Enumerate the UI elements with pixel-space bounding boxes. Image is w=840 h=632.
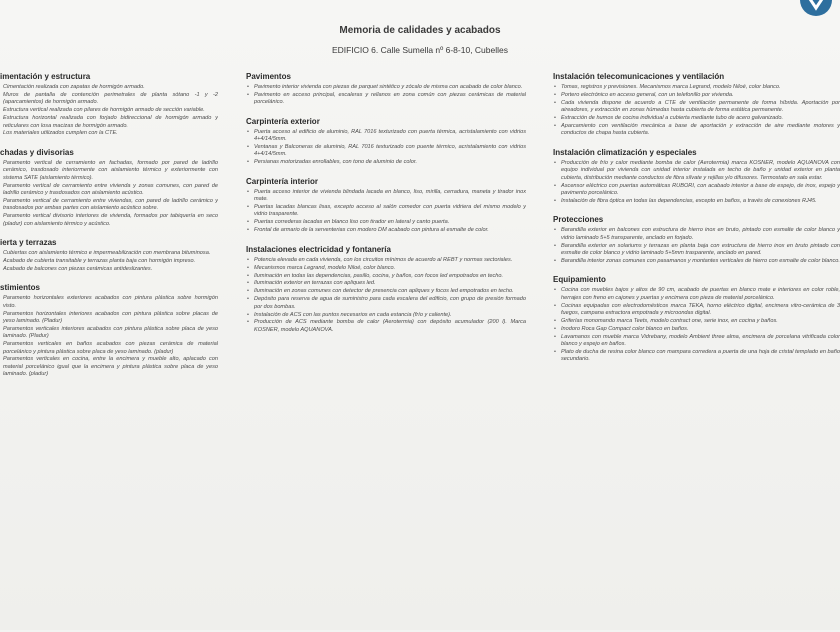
spec-list-item: Acabado de cubierta transitable y terrazas planta baja con hormigón impreso. [3, 257, 196, 264]
spec-section [553, 148, 840, 205]
spec-section [246, 177, 526, 235]
spec-list [0, 250, 218, 273]
spec-list-item: • Tomas, registros y previsiones. Mecanismos marca Legrand, modelo Niloé, color blanco. [553, 84, 840, 91]
spec-section [553, 275, 840, 364]
section-heading: Instalaciones electricidad y fontanería [246, 244, 391, 254]
spec-section [553, 215, 840, 265]
company-logo-icon [794, 0, 834, 20]
spec-list-item: • Cocina con muebles bajos y altos de 90 cm, acabado de puertas en blanco mate e interiores en color roble, herrajes con freno en cajones y puertas y encimera con pieza de material porcelánico. [553, 287, 840, 302]
spec-list [553, 227, 840, 265]
section-heading: Instalación climatización y especiales [553, 147, 697, 157]
section-heading: Carpintería exterior [246, 116, 320, 126]
spec-list-item: Paramentos verticales interiores acabados con pintura plástica sobre placa de yeso laminado. (Pladur) [3, 325, 218, 340]
spec-section [246, 117, 526, 167]
spec-list [0, 295, 218, 378]
spec-list-item: • Iluminación en todas las dependencias, pasillo, cocina, y baños, con focos led empotrados en techo. [246, 273, 526, 280]
section-heading: ierta y terrazas [0, 238, 57, 247]
spec-list-item: Paramentos verticales en cocina, entre la encimera y mueble alto, aplacado con material porcelánico igual que la encimera y pintura plástica sobre placa de yeso laminado. (pladur) [3, 356, 218, 378]
spec-list [246, 84, 526, 107]
spec-list-item: Acabado de balcones con piezas cerámicas antideslizantes. [3, 265, 153, 272]
spec-list-item: • Griferías monomando marca Teets, modelo contract one, serie inox, en cocina y baños. [553, 318, 840, 325]
spec-list-item: • Barandilla exterior en solariums y terrazas en planta baja con estructura de hierro inox en bruto pintado con esmalte de color blanco y vidrio laminado 5+5mm trasparente, anclado en pared. [553, 243, 840, 258]
spec-list-item: • Aparcamiento con ventilación mecánica a base de aportación y extracción de aire mediante motores y conductos de chapa hasta cubierta. [553, 123, 840, 138]
spec-list-item: • Cocinas equipadas con electrodomésticos marca TEKA, horno eléctrico digital, encimera vitro-cerámica de 3 fuegos, campana extractora empotrada y microondas digital. [553, 303, 840, 318]
spec-list-item: • Depósito para reserva de agua de suministro para cada escalera del edificio, con grupo de presión formado por dos bombas. [246, 296, 526, 311]
column-left [0, 72, 218, 632]
spec-list [246, 257, 526, 335]
spec-list-item: • Frontal de armario de la serventerias con modero DM acabado con pintura al esmalte de color. [246, 227, 526, 234]
spec-list [553, 160, 840, 205]
spec-list [0, 160, 218, 228]
spec-list-item: • Extracción de humos de cocina individual a cubierta mediante tubo de acero galvanizado. [553, 115, 840, 122]
page-subtitle: EDIFICIO 6. Calle Sumella nº 6-8-10, Cubelles [331, 45, 508, 55]
spec-list-item: • Potencia elevada en cada vivienda, con los circuitos mínimos de acuerdo al REBT y normas sectoriales. [246, 257, 526, 264]
spec-section [0, 72, 218, 138]
spec-list-item: Paramento horizontales exteriores acabados con pintura plástica sobre hormigón visto. [3, 295, 218, 309]
spec-list-item: • Instalación de fibra óptica en todas las dependencias, excepto en baños, a través de conexiones RJ45. [553, 198, 840, 205]
spec-list-item: Paramento vertical divisorio interiores de vivienda, formados por tabiquería en seco (pladur) con aislamiento térmico y acústico. [3, 213, 218, 227]
spec-list-item: • Puerta acceso al edificio de aluminio, RAL 7016 texturizado con puerta térmica, acristalamiento con vidrios 4+4/14/5mm. [246, 129, 526, 144]
section-heading: Pavimentos [246, 72, 291, 81]
spec-list-item: • Pavimento interior vivienda con piezas de parquet sintético y zócalo de misma con acabado de color blanco. [246, 84, 526, 91]
spec-list-item: • Iluminación en zonas comunes con detector de presencia con apliques y focos led empotrados en techo. [246, 288, 526, 295]
spec-list-item: • Producción de ACS mediante bomba de calor (Aerotermia) con depósito acumulador (200 l). Marca KOSNER, modelo AQUANOVA. [246, 319, 526, 334]
spec-list-item: Paramentos verticales en baños acabados con piezas cerámica de material porcelánico y pintura plástica sobre placa de yeso laminado. (pladur) [3, 341, 218, 355]
spec-list [246, 129, 526, 167]
spec-list-item: • Barandilla interior zonas comunes con pasamanos y montantes verticales de hierro con esmalte de color blanco. [553, 258, 840, 265]
spec-list-item: Paramento vertical de cerramiento en fachadas, formado por pared de ladrillo cerámico, trasdosado interiormente con aislamiento térmico y exteriormente con sistema SATE (aislamiento térmico). [3, 159, 218, 181]
spec-list-item: Cubiertas con aislamiento térmico e impermeabilización con membrana bituminosa. [3, 250, 211, 256]
spec-list-item: Paramento vertical de cerramiento entre viviendas, con pared de ladrillo cerámico y trasdosados por ambas partes con aislamiento acústico sobre. [3, 197, 218, 212]
spec-list-item: • Instalación de ACS con las puntos necesarios en cada estancia (frío y caliente). [246, 312, 526, 319]
spec-list-item: Muros de pantalla de contención perimetrales de planta sótano -1 y -2 (aparcamientos) de hormigón armado. [3, 91, 218, 106]
spec-section [553, 72, 840, 138]
column-middle [246, 72, 526, 632]
section-heading: Protecciones [553, 215, 604, 225]
spec-list [0, 84, 218, 138]
spec-list-item: • Persianas motorizadas enrollables, con tono de aluminio de color. [246, 159, 526, 166]
spec-list-item: • Barandilla exterior en balcones con estructura de hierro inox en bruto, pintado con esmalte de color blanco y vidrio laminado 5+5 transparente, anclado en forjado. [553, 227, 840, 242]
spec-list-item: • Lavamanos con mueble marca Vidrebany, modelo Ambient three alma, encimera de porcelana vitrificada color blanco y espejo en baños. [553, 334, 840, 349]
spec-list [553, 84, 840, 138]
spec-list [246, 189, 526, 235]
spec-list-item: • Ventanas y Balconeras de aluminio, RAL 7016 texturizado con puente térmico, acristalamiento con vidrios 4+4/14/5mm. [246, 144, 526, 159]
page-title: Memoria de calidades y acabados [339, 25, 501, 36]
spec-list-item: Cimentación realizada con zapatas de hormigón armado. [3, 84, 145, 90]
section-heading: Carpintería interior [246, 176, 319, 186]
spec-list-item: • Portero electrónico en acceso general, con un telefonillo por vivienda. [553, 92, 840, 99]
spec-list-item: • Producción de frío y calor mediante bomba de calor (Aerotermia) marca KOSNER, modelo AQUANOVA con equipo individual por vivienda con unidad interior instalada en techo de baño y unidad exterior en planta cubierta, distribución mediante conductos de fibra sílvate y rejillas y/o difusores. Termostato en sala estar. [553, 160, 840, 182]
spec-section [0, 148, 218, 228]
spec-list [553, 287, 840, 364]
spec-list-item: Los materiales utilizados cumplen con la CTE. [3, 130, 118, 137]
spec-list-item: Paramento vertical de cerramiento entre vivienda y zonas comunes, con pared de ladrillo cerámico y trasdosados con aislamiento acústico. [3, 182, 218, 196]
spec-list-item: • Ascensor eléctrico con puertas automáticas RUBORI, con acabado interior a base de espejo, de inox, espejo y pavimento porcelánico. [553, 183, 840, 198]
section-heading: Instalación telecomunicaciones y ventilación [553, 72, 725, 81]
spec-list-item: Estructura vertical realizada con pilares de hormigón armado de sección variable. [3, 107, 205, 114]
spec-list-item: Estructura horizontal realizada con forjado bidireccional de hormigón armado y reticulares con losa macizas de hormigón armado. [3, 115, 218, 129]
spec-list-item: • Cada vivienda dispone de acuerdo a CTE de ventilación permanente de forma híbrida. Aportación por aireadores, y extracción en zonas húmedas hasta cubierta de forma estática permanente. [553, 100, 840, 115]
spec-list-item: • Mecanismos marca Legrand, modelo Niloé, color blanco. [246, 265, 526, 272]
spec-list-item: • Inodoro Roca Gap Compact color blanco en baños. [553, 326, 840, 333]
spec-list-item: • Iluminación exterior en terrazas con apliques led. [246, 280, 526, 287]
spec-list-item: • Puertas correderas lacadas en blanco liso con tirador en lateral y canto puerta. [246, 219, 526, 226]
spec-section [0, 238, 218, 273]
spec-list-item: Paramentos horizontales interiores acabados con pintura plástica sobre placas de yeso laminado. (Pladur) [3, 310, 218, 324]
spec-list-item: • Puertas lacadas blancas lisas, excepto acceso al salón comedor con puerta vidriera del mismo modelo y vidrio trasparente. [246, 204, 526, 219]
section-heading: imentación y estructura [0, 72, 91, 81]
section-heading: Equipamiento [553, 275, 606, 285]
spec-section [0, 283, 218, 378]
spec-list-item: • Pavimento en acceso principal, escaleras y rellanos en zona común con piezas cerámicas de material porcelánico. [246, 92, 526, 107]
spec-list-item: • Puerta acceso interior de vivienda blindada lacada en blanco, liso, mirilla, cerradura, maneta y tirador inox mate. [246, 189, 526, 204]
section-heading: chadas y divisorias [0, 147, 74, 157]
spec-section [246, 72, 526, 107]
section-heading: stimientos [0, 283, 41, 293]
column-right [553, 72, 840, 632]
spec-section [246, 245, 526, 335]
spec-list-item: • Plato de ducha de resina color blanco con mampara corredera a puerta de una hoja de cristal templado en baño secundario. [553, 349, 840, 364]
